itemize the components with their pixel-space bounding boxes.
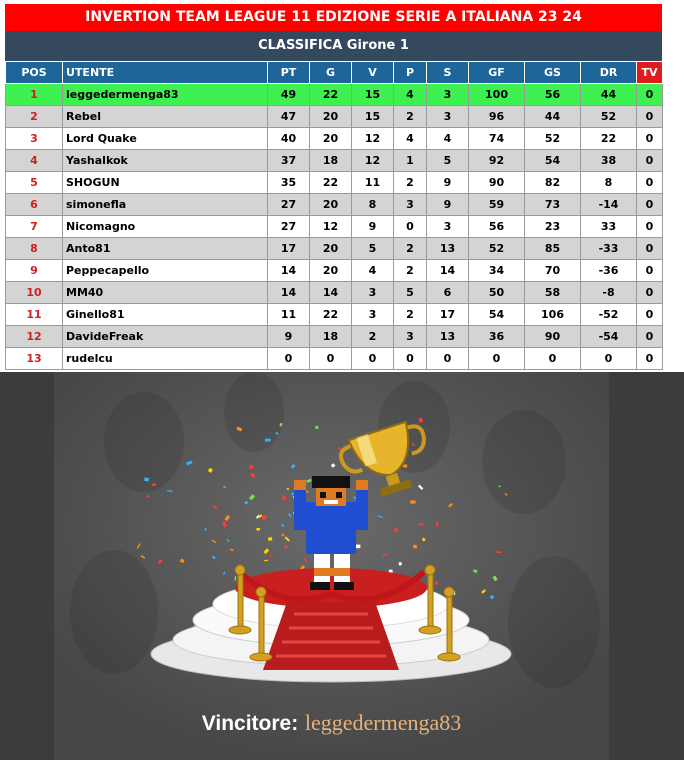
cell-pos: 9 <box>6 260 63 282</box>
cell-v: 3 <box>352 282 394 304</box>
cell-utente: Ginello81 <box>63 304 268 326</box>
cell-s: 13 <box>427 238 469 260</box>
cell-v: 4 <box>352 260 394 282</box>
column-header-utente: UTENTE <box>63 62 268 84</box>
cell-utente: Lord Quake <box>63 128 268 150</box>
column-header-p: P <box>394 62 427 84</box>
cell-pos: 11 <box>6 304 63 326</box>
cell-gf: 52 <box>469 238 525 260</box>
cell-utente: leggedermenga83 <box>63 84 268 106</box>
table-row <box>6 348 663 370</box>
cell-pt: 49 <box>268 84 310 106</box>
cell-gs: 54 <box>525 150 581 172</box>
cell-g: 20 <box>310 128 352 150</box>
column-header-tv: TV <box>637 62 663 84</box>
column-header-g: G <box>310 62 352 84</box>
cell-v: 15 <box>352 106 394 128</box>
confetti-piece <box>205 528 207 531</box>
cell-gf: 0 <box>469 348 525 370</box>
table-header-row <box>6 62 663 84</box>
cell-s: 9 <box>427 172 469 194</box>
cell-g: 20 <box>310 238 352 260</box>
cell-gf: 74 <box>469 128 525 150</box>
cell-gf: 92 <box>469 150 525 172</box>
cell-utente: Yashalkok <box>63 150 268 172</box>
cell-gf: 54 <box>469 304 525 326</box>
cell-gs: 52 <box>525 128 581 150</box>
confetti-piece <box>436 522 438 527</box>
cell-p: 2 <box>394 304 427 326</box>
cell-dr: 22 <box>581 128 637 150</box>
cell-tv: 0 <box>637 150 663 172</box>
cell-pt: 14 <box>268 282 310 304</box>
cell-p: 2 <box>394 172 427 194</box>
cell-dr: 0 <box>581 348 637 370</box>
cell-tv: 0 <box>637 260 663 282</box>
standings-panel <box>0 0 684 372</box>
cell-v: 12 <box>352 128 394 150</box>
confetti-piece <box>394 528 397 532</box>
cell-pos: 12 <box>6 326 63 348</box>
table-row <box>6 282 663 304</box>
cell-tv: 0 <box>637 172 663 194</box>
standings-frame <box>5 4 662 370</box>
cell-s: 3 <box>427 106 469 128</box>
cell-g: 22 <box>310 84 352 106</box>
cell-v: 3 <box>352 304 394 326</box>
column-header-v: V <box>352 62 394 84</box>
cell-pos: 3 <box>6 128 63 150</box>
cell-tv: 0 <box>637 128 663 150</box>
cell-pt: 37 <box>268 150 310 172</box>
cell-v: 5 <box>352 238 394 260</box>
cell-g: 14 <box>310 282 352 304</box>
cell-g: 18 <box>310 326 352 348</box>
cell-pos: 2 <box>6 106 63 128</box>
cell-s: 13 <box>427 326 469 348</box>
column-header-gs: GS <box>525 62 581 84</box>
cell-gs: 70 <box>525 260 581 282</box>
cell-utente: Peppecapello <box>63 260 268 282</box>
cell-gs: 56 <box>525 84 581 106</box>
cell-gf: 50 <box>469 282 525 304</box>
cell-p: 2 <box>394 260 427 282</box>
cell-pt: 27 <box>268 216 310 238</box>
cell-v: 9 <box>352 216 394 238</box>
cell-pos: 13 <box>6 348 63 370</box>
cell-p: 0 <box>394 348 427 370</box>
table-row <box>6 194 663 216</box>
cell-v: 11 <box>352 172 394 194</box>
cell-utente: Anto81 <box>63 238 268 260</box>
winner-name: leggedermenga83 <box>304 710 462 735</box>
cell-gs: 90 <box>525 326 581 348</box>
cell-gs: 106 <box>525 304 581 326</box>
table-row <box>6 172 663 194</box>
confetti-piece <box>419 523 423 525</box>
cell-pos: 7 <box>6 216 63 238</box>
confetti-piece <box>250 465 254 469</box>
cell-utente: rudelcu <box>63 348 268 370</box>
cell-gs: 58 <box>525 282 581 304</box>
cell-pt: 47 <box>268 106 310 128</box>
cell-pt: 35 <box>268 172 310 194</box>
cell-gs: 85 <box>525 238 581 260</box>
cell-pt: 14 <box>268 260 310 282</box>
cell-p: 4 <box>394 84 427 106</box>
cell-dr: -14 <box>581 194 637 216</box>
cell-utente: MM40 <box>63 282 268 304</box>
confetti-piece <box>498 486 501 487</box>
cell-utente: Nicomagno <box>63 216 268 238</box>
cell-tv: 0 <box>637 304 663 326</box>
cell-utente: simonefla <box>63 194 268 216</box>
cell-s: 0 <box>427 348 469 370</box>
cell-gf: 96 <box>469 106 525 128</box>
cell-p: 2 <box>394 106 427 128</box>
cell-tv: 0 <box>637 194 663 216</box>
table-row <box>6 150 663 172</box>
cell-tv: 0 <box>637 106 663 128</box>
cell-gs: 73 <box>525 194 581 216</box>
confetti-piece <box>410 500 416 503</box>
column-header-s: S <box>427 62 469 84</box>
confetti-piece <box>268 537 272 540</box>
cell-pt: 40 <box>268 128 310 150</box>
cell-gs: 44 <box>525 106 581 128</box>
cell-g: 20 <box>310 106 352 128</box>
cell-g: 20 <box>310 260 352 282</box>
column-header-pt: PT <box>268 62 310 84</box>
column-header-pos: POS <box>6 62 63 84</box>
confetti-piece <box>282 524 284 527</box>
cell-pos: 4 <box>6 150 63 172</box>
cell-gf: 59 <box>469 194 525 216</box>
column-header-dr: DR <box>581 62 637 84</box>
cell-dr: 44 <box>581 84 637 106</box>
cell-p: 3 <box>394 194 427 216</box>
cell-s: 6 <box>427 282 469 304</box>
cell-gs: 82 <box>525 172 581 194</box>
cell-g: 0 <box>310 348 352 370</box>
cell-utente: Rebel <box>63 106 268 128</box>
confetti-piece <box>287 488 289 490</box>
cell-dr: 8 <box>581 172 637 194</box>
cell-v: 8 <box>352 194 394 216</box>
table-row <box>6 84 663 106</box>
group-subtitle: CLASSIFICA Girone 1 <box>5 31 662 61</box>
cell-gf: 56 <box>469 216 525 238</box>
table-row <box>6 304 663 326</box>
cell-dr: 52 <box>581 106 637 128</box>
cell-p: 1 <box>394 150 427 172</box>
cell-v: 0 <box>352 348 394 370</box>
cell-pos: 5 <box>6 172 63 194</box>
cell-p: 4 <box>394 128 427 150</box>
cell-g: 20 <box>310 194 352 216</box>
table-row <box>6 216 663 238</box>
winner-line <box>54 710 609 736</box>
league-title: INVERTION TEAM LEAGUE 11 EDIZIONE SERIE A ITALIANA 23 24 <box>5 4 662 31</box>
cell-s: 3 <box>427 216 469 238</box>
table-row <box>6 106 663 128</box>
table-body <box>6 84 663 370</box>
cell-v: 15 <box>352 84 394 106</box>
cell-utente: DavideFreak <box>63 326 268 348</box>
cell-pt: 9 <box>268 326 310 348</box>
cell-tv: 0 <box>637 84 663 106</box>
cell-s: 4 <box>427 128 469 150</box>
confetti-piece <box>355 545 360 549</box>
cell-s: 3 <box>427 84 469 106</box>
scene-side-right <box>609 372 684 760</box>
confetti-piece <box>265 438 271 442</box>
cell-pos: 10 <box>6 282 63 304</box>
cell-tv: 0 <box>637 348 663 370</box>
celebration-illustration <box>54 372 609 760</box>
cell-g: 22 <box>310 304 352 326</box>
cell-g: 12 <box>310 216 352 238</box>
cell-s: 14 <box>427 260 469 282</box>
table-row <box>6 326 663 348</box>
cell-dr: 33 <box>581 216 637 238</box>
cell-v: 12 <box>352 150 394 172</box>
cell-g: 22 <box>310 172 352 194</box>
cell-s: 9 <box>427 194 469 216</box>
confetti-piece <box>315 426 318 429</box>
cell-tv: 0 <box>637 326 663 348</box>
cell-dr: -8 <box>581 282 637 304</box>
table-row <box>6 128 663 150</box>
cell-pt: 27 <box>268 194 310 216</box>
confetti-piece <box>256 528 260 531</box>
table-row <box>6 238 663 260</box>
cell-tv: 0 <box>637 216 663 238</box>
cell-dr: 38 <box>581 150 637 172</box>
cell-pos: 6 <box>6 194 63 216</box>
cell-dr: -54 <box>581 326 637 348</box>
column-header-gf: GF <box>469 62 525 84</box>
cell-pos: 1 <box>6 84 63 106</box>
cell-gs: 0 <box>525 348 581 370</box>
cell-gf: 100 <box>469 84 525 106</box>
cell-p: 0 <box>394 216 427 238</box>
cell-pos: 8 <box>6 238 63 260</box>
winner-scene <box>54 372 609 760</box>
confetti-piece <box>496 551 502 553</box>
cell-g: 18 <box>310 150 352 172</box>
cell-p: 2 <box>394 238 427 260</box>
cell-dr: -52 <box>581 304 637 326</box>
cell-tv: 0 <box>637 282 663 304</box>
cell-v: 2 <box>352 326 394 348</box>
cell-p: 3 <box>394 326 427 348</box>
cell-s: 17 <box>427 304 469 326</box>
cell-pt: 0 <box>268 348 310 370</box>
cell-s: 5 <box>427 150 469 172</box>
winner-label: Vincitore: <box>201 712 299 735</box>
cell-pt: 17 <box>268 238 310 260</box>
standings-table <box>5 61 663 370</box>
cell-gf: 34 <box>469 260 525 282</box>
cell-gf: 90 <box>469 172 525 194</box>
cell-gf: 36 <box>469 326 525 348</box>
cell-p: 5 <box>394 282 427 304</box>
confetti-piece <box>399 562 402 565</box>
table-row <box>6 260 663 282</box>
cell-gs: 23 <box>525 216 581 238</box>
cell-pt: 11 <box>268 304 310 326</box>
cell-utente: SHOGUN <box>63 172 268 194</box>
cell-dr: -36 <box>581 260 637 282</box>
cell-tv: 0 <box>637 238 663 260</box>
cell-dr: -33 <box>581 238 637 260</box>
scene-side-left <box>0 372 54 760</box>
